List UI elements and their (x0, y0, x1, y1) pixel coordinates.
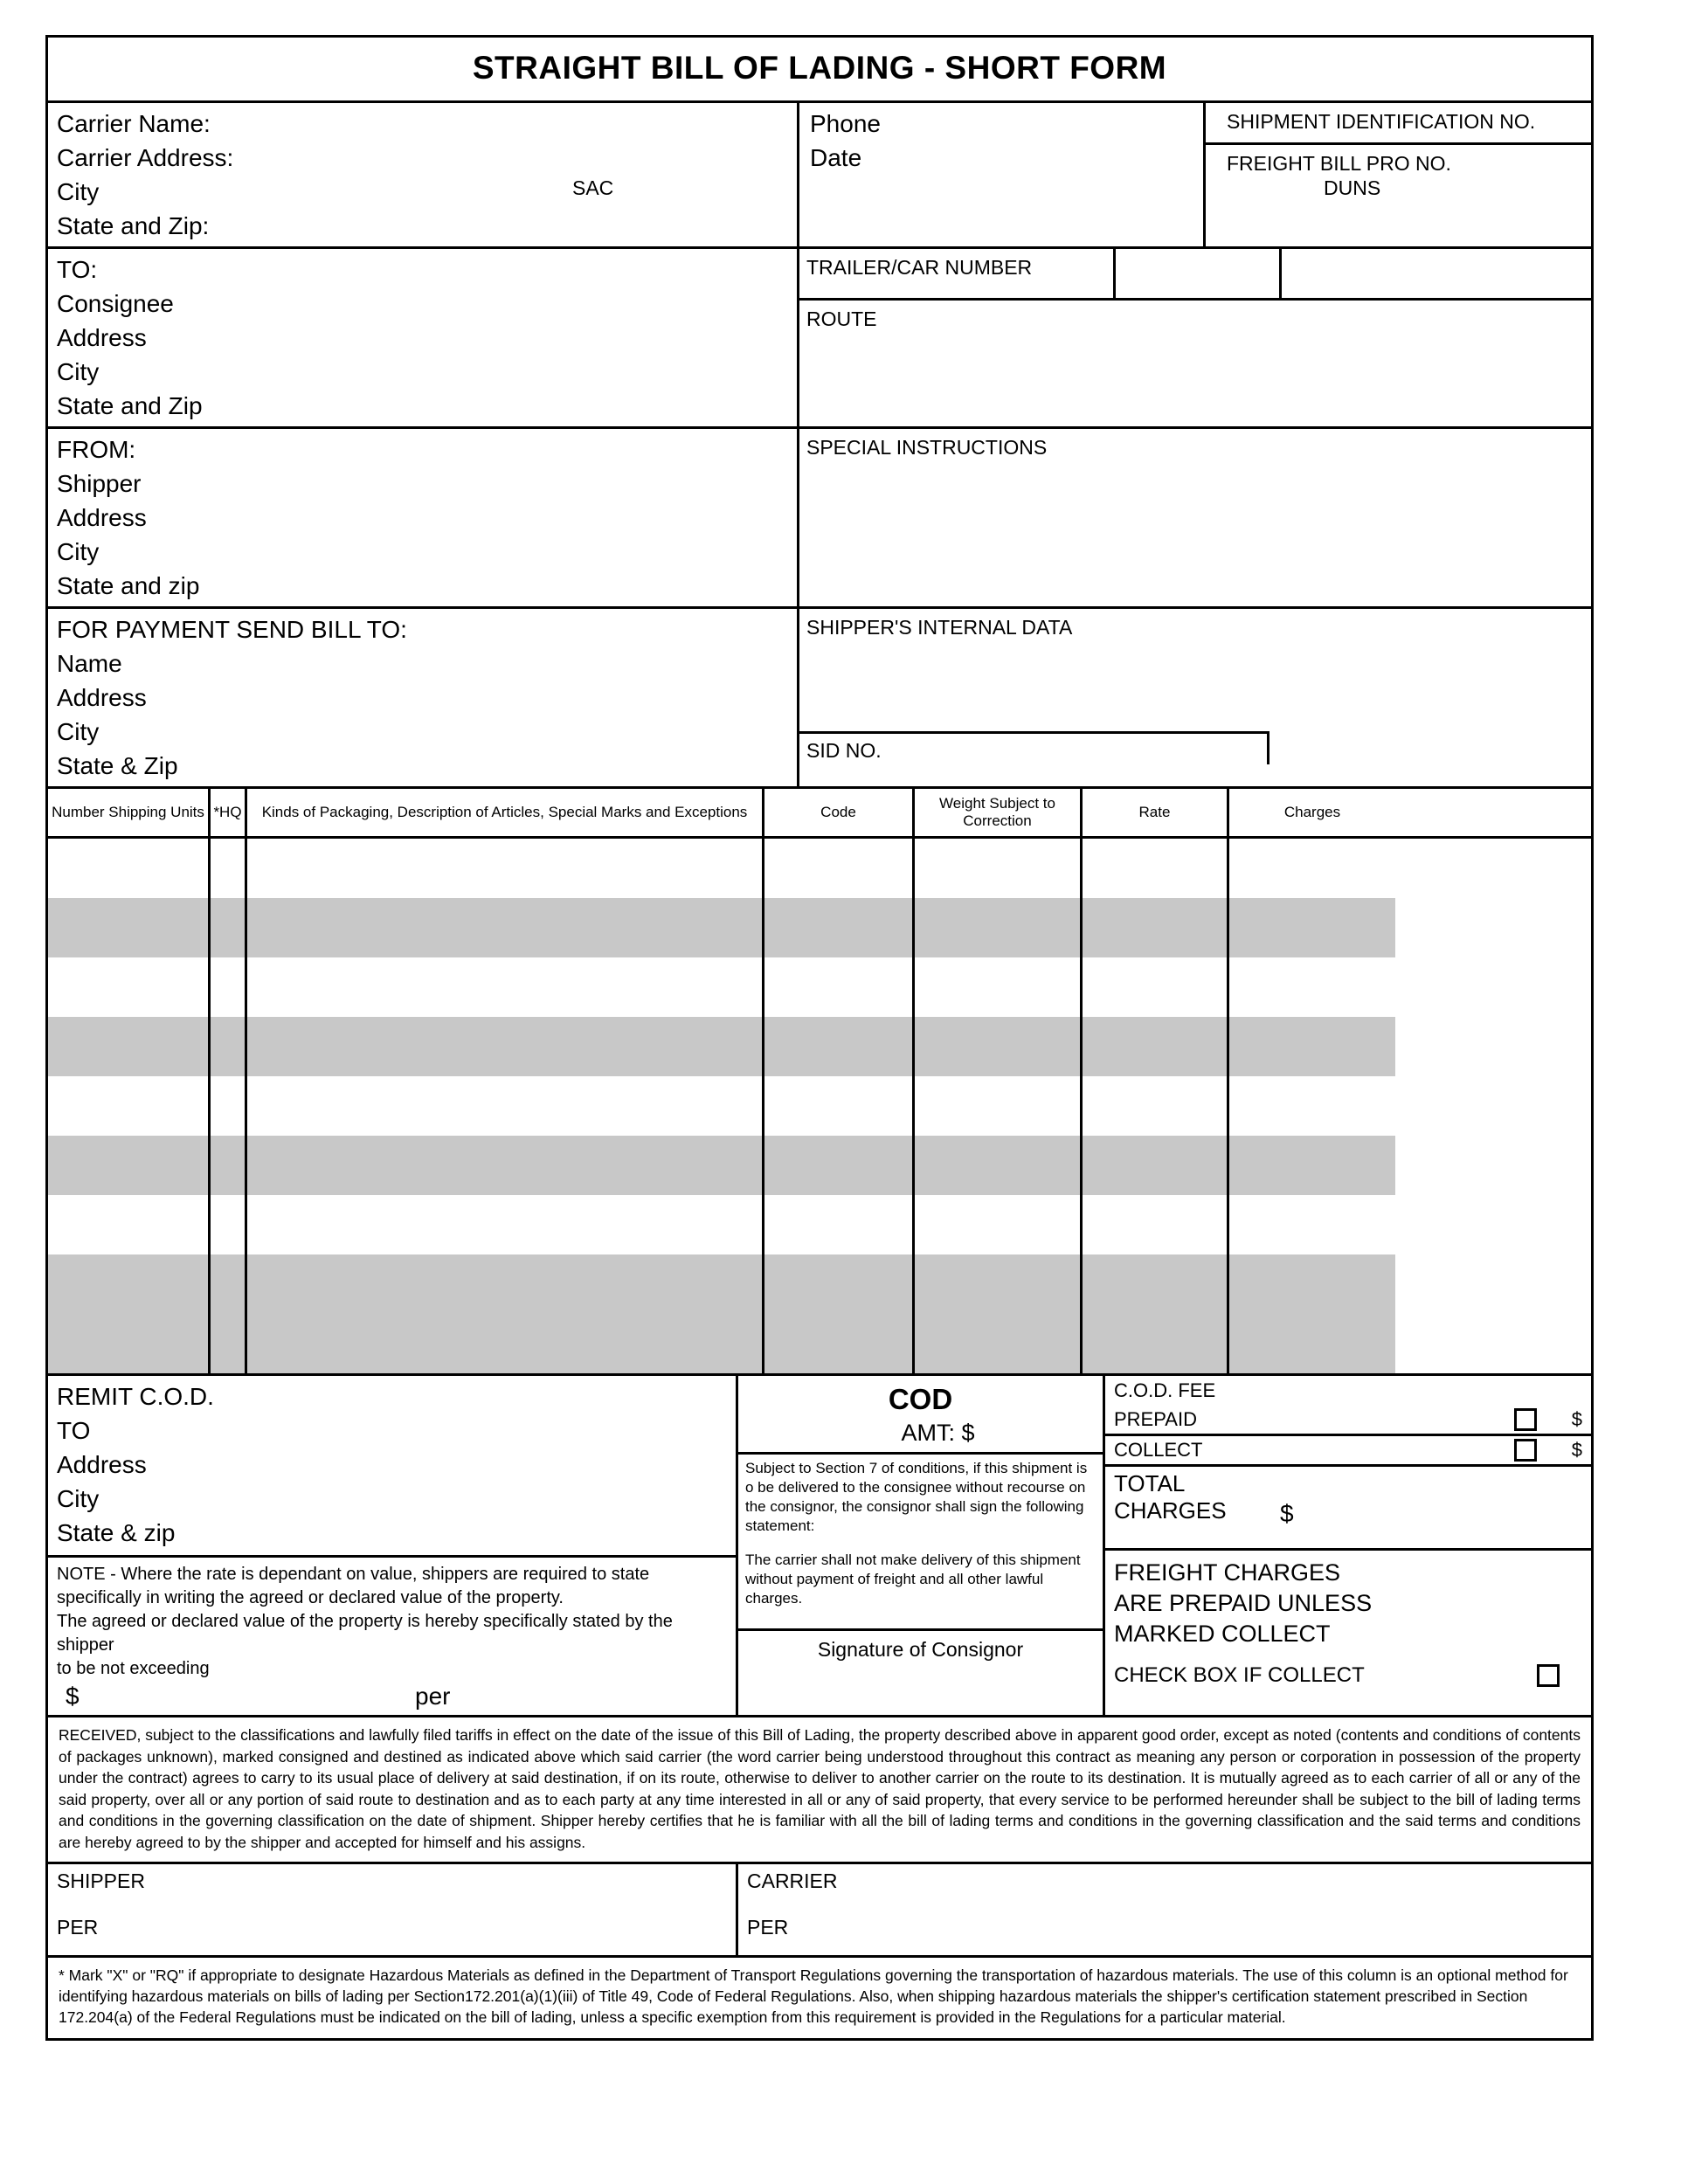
signature-block (48, 1864, 1591, 1958)
freight-charges-line-3: MARKED COLLECT (1114, 1621, 1331, 1647)
special-instructions-label: SPECIAL INSTRUCTIONS (806, 436, 1048, 459)
carrier-state-zip-label: State and Zip: (57, 212, 210, 239)
freight-bill-pro-no-label: FREIGHT BILL PRO NO. (1227, 152, 1451, 175)
table-cell-weight-subject-to-correction[interactable] (915, 957, 1083, 1017)
value-note (48, 1558, 736, 1715)
table-cell-hq[interactable] (211, 1195, 247, 1254)
payment-block (48, 609, 1591, 789)
goods-table-header (48, 789, 1591, 839)
table-cell-kinds-of-packaging-description-of-articles-special-marks-and-exceptions[interactable] (247, 957, 764, 1017)
col-code: Code (764, 789, 915, 836)
table-cell-kinds-of-packaging-description-of-articles-special-marks-and-exceptions[interactable] (247, 1136, 764, 1195)
table-cell-hq[interactable] (211, 957, 247, 1017)
table-cell-number-shipping-units[interactable] (48, 957, 211, 1017)
charges-label: CHARGES (1114, 1497, 1227, 1524)
table-row (48, 839, 1591, 898)
table-row (48, 1136, 1591, 1195)
prepaid-checkbox[interactable] (1514, 1408, 1537, 1431)
collect-checkbox[interactable] (1514, 1439, 1537, 1462)
total-charges-row (1105, 1467, 1591, 1551)
collect-row (1105, 1436, 1591, 1467)
col-charges: Charges (1283, 804, 1341, 820)
trailer-route-area (799, 249, 1591, 426)
cod-carrier-statement: The carrier shall not make delivery of this shipment without payment of freight and all other lawful charges. (745, 1552, 1081, 1607)
sac-label: SAC (572, 176, 614, 199)
sid-no-label: SID NO. (806, 739, 882, 762)
table-cell-code[interactable] (764, 1136, 915, 1195)
table-cell-charges[interactable] (1229, 898, 1395, 957)
table-cell-number-shipping-units[interactable] (48, 1017, 211, 1076)
received-terms-paragraph: RECEIVED, subject to the classifications and lawfully filed tariffs in effect on the date of the issue of this Bill of Lading, the property described above in apparent good order, except as noted (contents and conditions of contents of packages unknown), marked consigned and destined as indicated above which said carrier (the word carrier being understood throughout this contract as meaning any person or corporation in possession of the property under the contract) agrees to carry to its usual place of delivery at said destination, if on its route, otherwise to deliver to another carrier on the route to its destination. It is mutually agreed as to each carrier of all or any of the said property, over all or any portion of said route to destination and as to each party at any time interested in all or any of said property, that every service to be performed hereunder shall be subject to the bill of lading terms and conditions in the governing classification on the date of shipment. Shipper hereby certifies that he is familiar with all the bill of lading terms and conditions in the governing classification and the said terms and conditions are hereby agreed to by the shipper and accepted for himself and his assigns. (48, 1717, 1591, 1864)
trailer-car-number-label: TRAILER/CAR NUMBER (806, 256, 1033, 279)
charges-area (1105, 1376, 1591, 1715)
cod-subject-text: Subject to Section 7 of conditions, if this shipment is o be delivered to the consignee without recourse on the consignor, the consignor shall sign the following statement: (738, 1452, 1103, 1540)
shipper-block (48, 429, 1591, 609)
table-cell-weight-subject-to-correction[interactable] (915, 1314, 1083, 1373)
carrier-signature-label: CARRIER (747, 1870, 838, 1892)
carrier-info (48, 103, 799, 246)
consignee-info (48, 249, 799, 426)
cod-block (48, 1373, 1591, 1717)
table-cell-kinds-of-packaging-description-of-articles-special-marks-and-exceptions[interactable] (247, 1314, 764, 1373)
table-cell-hq[interactable] (211, 1136, 247, 1195)
table-cell-weight-subject-to-correction[interactable] (915, 1017, 1083, 1076)
consignee-state-zip-label: State and Zip (57, 392, 203, 419)
cod-heading: COD (888, 1383, 953, 1415)
from-label: FROM: (57, 436, 136, 463)
sid-no-field[interactable] (799, 731, 1269, 764)
goods-table (48, 789, 1591, 1373)
table-cell-charges[interactable] (1229, 1195, 1395, 1254)
table-cell-charges[interactable] (1229, 1314, 1395, 1373)
collect-label: COLLECT (1114, 1439, 1203, 1461)
page-title: STRAIGHT BILL OF LADING - SHORT FORM (48, 38, 1591, 103)
trailer-row (799, 249, 1591, 301)
consignee-label: Consignee (57, 290, 174, 317)
table-cell-rate[interactable] (1083, 1314, 1229, 1373)
col-description: Kinds of Packaging, Description of Articles, Special Marks and Exceptions (247, 789, 764, 836)
table-cell-charges[interactable] (1229, 1254, 1395, 1314)
table-row (48, 1254, 1591, 1314)
table-cell-weight-subject-to-correction[interactable] (915, 1136, 1083, 1195)
table-row (48, 957, 1591, 1017)
table-cell-kinds-of-packaging-description-of-articles-special-marks-and-exceptions[interactable] (247, 839, 764, 898)
table-cell-rate[interactable] (1083, 1136, 1229, 1195)
remit-cod-fields (48, 1376, 736, 1558)
table-cell-code[interactable] (764, 1314, 915, 1373)
freight-charges-note (1105, 1551, 1591, 1651)
table-row (48, 1017, 1591, 1076)
table-cell-number-shipping-units[interactable] (48, 1076, 211, 1136)
table-cell-hq[interactable] (211, 1017, 247, 1076)
internal-data-area (799, 609, 1591, 786)
collect-dollar: $ (1571, 1439, 1582, 1461)
prepaid-dollar: $ (1571, 1408, 1582, 1430)
trailer-extra-field (1282, 249, 1591, 298)
carrier-city-label: City (57, 178, 100, 205)
note-line-1: NOTE - Where the rate is dependant on value, shippers are required to state (57, 1565, 650, 1584)
remit-cod-area (48, 1376, 738, 1715)
date-label: Date (810, 144, 862, 171)
table-cell-kinds-of-packaging-description-of-articles-special-marks-and-exceptions[interactable] (247, 1254, 764, 1314)
to-label: TO: (57, 256, 98, 283)
prepaid-label: PREPAID (1114, 1408, 1197, 1430)
payment-name-label: Name (57, 650, 122, 677)
table-cell-number-shipping-units[interactable] (48, 1254, 211, 1314)
table-cell-number-shipping-units[interactable] (48, 898, 211, 957)
table-cell-code[interactable] (764, 1254, 915, 1314)
payment-city-label: City (57, 718, 100, 745)
table-cell-weight-subject-to-correction[interactable] (915, 1076, 1083, 1136)
shipper-signature-label: SHIPPER (57, 1870, 145, 1892)
table-cell-kinds-of-packaging-description-of-articles-special-marks-and-exceptions[interactable] (247, 1195, 764, 1254)
table-cell-hq[interactable] (211, 898, 247, 957)
payment-address-label: Address (57, 684, 147, 711)
table-cell-number-shipping-units[interactable] (48, 1314, 211, 1373)
table-cell-code[interactable] (764, 898, 915, 957)
note-line-4: to be not exceeding (57, 1659, 210, 1678)
cod-city-label: City (57, 1485, 100, 1512)
table-cell-number-shipping-units[interactable] (48, 1136, 211, 1195)
col-number-shipping-units: Number Shipping Units (48, 789, 211, 836)
table-cell-code[interactable] (764, 1017, 915, 1076)
table-cell-rate[interactable] (1083, 1017, 1229, 1076)
special-instructions-field[interactable] (799, 429, 1591, 606)
cod-state-zip-label: State & zip (57, 1519, 176, 1546)
goods-table-body (48, 839, 1591, 1373)
table-cell-rate[interactable] (1083, 1076, 1229, 1136)
table-cell-weight-subject-to-correction[interactable] (915, 1195, 1083, 1254)
table-cell-charges[interactable] (1229, 1076, 1395, 1136)
cod-to-label: TO (57, 1417, 91, 1444)
note-line-3: The agreed or declared value of the property is hereby specifically stated by the shipper (57, 1612, 673, 1655)
col-rate: Rate (1083, 789, 1229, 836)
shipper-per-label: PER (57, 1916, 99, 1939)
sid-row (799, 731, 1591, 764)
table-cell-weight-subject-to-correction[interactable] (915, 1254, 1083, 1314)
shipper-address-label: Address (57, 504, 147, 531)
table-cell-rate[interactable] (1083, 957, 1229, 1017)
table-cell-charges[interactable] (1229, 957, 1395, 1017)
table-cell-hq[interactable] (211, 1076, 247, 1136)
table-cell-code[interactable] (764, 1195, 915, 1254)
table-cell-weight-subject-to-correction[interactable] (915, 839, 1083, 898)
col-weight: Weight Subject to Correction (915, 789, 1083, 836)
bill-of-lading-form (45, 35, 1594, 2041)
table-row (48, 1195, 1591, 1254)
table-row (48, 1076, 1591, 1136)
shipper-label: Shipper (57, 470, 142, 497)
shippers-internal-data-label: SHIPPER'S INTERNAL DATA (806, 616, 1073, 639)
total-label: TOTAL (1114, 1470, 1186, 1496)
duns-label: DUNS (1324, 176, 1381, 199)
total-charges-dollar: $ (1280, 1500, 1294, 1527)
declared-value-dollar: $ (66, 1683, 80, 1710)
route-field[interactable] (799, 301, 1591, 423)
shipper-signature-field[interactable] (48, 1864, 738, 1955)
table-row (48, 1314, 1591, 1373)
table-cell-kinds-of-packaging-description-of-articles-special-marks-and-exceptions[interactable] (247, 1017, 764, 1076)
table-cell-code[interactable] (764, 839, 915, 898)
table-cell-kinds-of-packaging-description-of-articles-special-marks-and-exceptions[interactable] (247, 1076, 764, 1136)
table-cell-number-shipping-units[interactable] (48, 1195, 211, 1254)
table-cell-rate[interactable] (1083, 898, 1229, 957)
note-line-2: specifically in writing the agreed or declared value of the property. (57, 1588, 564, 1607)
table-cell-number-shipping-units[interactable] (48, 839, 211, 898)
trailer-car-number-label-cell (799, 249, 1116, 298)
phone-label: Phone (810, 110, 881, 137)
payment-state-zip-label: State & Zip (57, 752, 178, 779)
shippers-internal-data-field[interactable] (799, 609, 1591, 731)
carrier-signature-field[interactable] (738, 1864, 1591, 1955)
freight-charges-line-1: FREIGHT CHARGES (1114, 1559, 1341, 1586)
table-cell-rate[interactable] (1083, 1195, 1229, 1254)
cod-amount-field[interactable]: AMT: $ (901, 1420, 975, 1446)
prepaid-row (1105, 1406, 1591, 1436)
carrier-per-label: PER (747, 1916, 789, 1939)
table-cell-code[interactable] (764, 1076, 915, 1136)
table-cell-hq[interactable] (211, 839, 247, 898)
trailer-car-number-field[interactable] (1116, 249, 1282, 298)
col-hq: *HQ (211, 789, 247, 836)
shipper-info (48, 429, 799, 606)
table-cell-charges[interactable] (1229, 1136, 1395, 1195)
shipment-ids (1206, 103, 1591, 246)
cod-amount-area (738, 1376, 1105, 1715)
consignee-block (48, 249, 1591, 429)
check-box-if-collect-row (1105, 1651, 1591, 1690)
signature-of-consignor-label: Signature of Consignor (738, 1628, 1103, 1669)
shipper-city-label: City (57, 538, 100, 565)
consignee-city-label: City (57, 358, 100, 385)
check-box-if-collect-checkbox[interactable] (1537, 1664, 1560, 1687)
table-cell-hq[interactable] (211, 1254, 247, 1314)
sid-spacer (1269, 731, 1591, 764)
freight-charges-line-2: ARE PREPAID UNLESS (1114, 1590, 1373, 1616)
hazmat-footnote: * Mark "X" or "RQ" if appropriate to designate Hazardous Materials as defined in the Department of Transport Regulations governing the transportation of hazardous materials. The use of this column is an optional method for identifying hazardous materials on bills of lading per Section172.201(a)(1)(iii) of Title 49, Code of Federal Regulations. Also, when shipping hazardous materials the shipper's certification statement prescribed in Section 172.204(a) of the Federal Regulations must be indicated on the bill of lading, unless a specific exemption from this requirement is provided in the Regulations for a particular material. (59, 1966, 1568, 2026)
table-cell-rate[interactable] (1083, 1254, 1229, 1314)
check-box-if-collect-label: CHECK BOX IF COLLECT (1114, 1663, 1365, 1687)
table-cell-hq[interactable] (211, 1314, 247, 1373)
table-cell-charges[interactable] (1229, 1017, 1395, 1076)
shipper-state-zip-label: State and zip (57, 572, 200, 599)
carrier-address-label: Carrier Address: (57, 144, 234, 171)
remit-cod-label: REMIT C.O.D. (57, 1383, 214, 1410)
carrier-block (48, 103, 1591, 249)
declared-value-per: per (415, 1683, 451, 1710)
table-cell-weight-subject-to-correction[interactable] (915, 898, 1083, 957)
table-cell-code[interactable] (764, 957, 915, 1017)
consignee-address-label: Address (57, 324, 147, 351)
cod-fee-label: C.O.D. FEE (1114, 1379, 1216, 1401)
table-cell-rate[interactable] (1083, 839, 1229, 898)
payment-info (48, 609, 799, 786)
carrier-name-label: Carrier Name: (57, 110, 211, 137)
route-label: ROUTE (806, 308, 877, 330)
cod-address-label: Address (57, 1451, 147, 1478)
table-row (48, 898, 1591, 957)
table-cell-kinds-of-packaging-description-of-articles-special-marks-and-exceptions[interactable] (247, 898, 764, 957)
shipment-identification-no-label: SHIPMENT IDENTIFICATION NO. (1206, 103, 1591, 145)
for-payment-send-bill-label: FOR PAYMENT SEND BILL TO: (57, 616, 407, 643)
table-cell-charges[interactable] (1229, 839, 1395, 898)
